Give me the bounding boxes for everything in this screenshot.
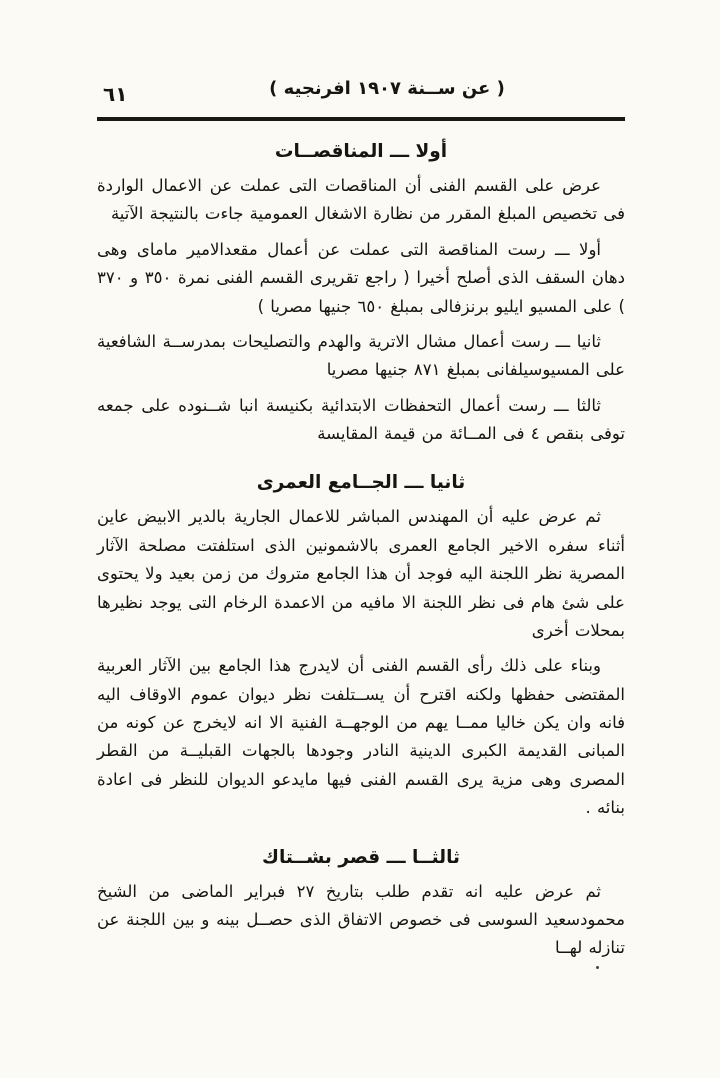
paragraph: وبناء على ذلك رأى القسم الفنى أن لايدرج هذا الجامع بين الآثار العربية المقتضى حفظها ولكنه اقترح أن يســتلفت نظر ديوان عموم الاوقاف اليه فانه وان يكن خاليا ممــا يهم من الوجهــة الفنية الا انه لايخرج عن كونه من المبانى القديمة الكبرى الدينية النادر وجودها بالجهات القبليــة من القطر المصرى وهى مزية يرى القسم الفنى فيها مايدعو الديوان للنظر فى اعادة بنائه . [97,656,625,818]
paragraph: ثالثا ـــ رست أعمال التحفظات الابتدائية بكنيسة انبا شــنوده على جمعه توفى بنقص ٤ فى المــائة من قيمة المقايسة [97,395,625,443]
page-content [97,78,625,970]
section-heading-tenders: أولا ـــ المناقصــات [274,141,448,162]
paragraph: عرض على القسم الفنى أن المناقصات التى عملت عن الاعمال الواردة فى تخصيص المبلغ المقرر من نظارة الاشغال العمومية جاءت بالنتيجة الآتية [97,176,625,224]
running-header-title: ( عن ســنة ١٩٠٧ افرنجيه ) [269,78,505,99]
section-heading-qasr-bashtak: ثالثــا ـــ قصر بشــتاك [262,846,460,868]
ink-speck [596,966,599,969]
paragraph: أولا ـــ رست المناقصة التى عملت عن أعمال مقعدالامير ماماى وهى دهان السقف الذى أصلح أخيرا ( راجع تقريرى القسم الفنى نمرة ٣٥٠ و ٣٧٠ ) على المسيو ايليو برنزفالى بمبلغ ٦٥٠ جنيها مصريا ) [97,239,625,316]
paragraph: ثم عرض عليه انه تقدم طلب بتاريخ ٢٧ فبراير الماضى من الشيخ محمودسعيد السوسى فى خصوص الاتفاق الذى حصــل بينه و بين اللجنة عن تنازله لهــا [97,881,625,958]
header-divider-double-rule [97,117,625,121]
paragraph: ثم عرض عليه أن المهندس المباشر للاعمال الجارية بالدير الابيض عاين أثناء سفره الاخير الجامع العمرى بالاشمونين الذى استلفتت مصلحة الآثار المصرية نظر اللجنة اليه فوجد أن هذا الجامع متروك من زمن بعيد ولا يحتوى على شئ هام فى نظر اللجنة الا مافيه من الاعمدة الرخام التى يوجد نظيرها بمحلات أخرى [97,507,625,640]
page-header [97,78,625,112]
section-heading-amri-mosque: ثانيا ـــ الجــامع العمرى [256,472,466,494]
paragraph: ثانيا ـــ رست أعمال مشال الاترية والهدم والتصليحات بمدرســة الشافعية على المسيوسيلفانى بمبلغ ٨٧١ جنيها مصريا [97,331,625,380]
page-number: ٦١ [103,82,128,106]
